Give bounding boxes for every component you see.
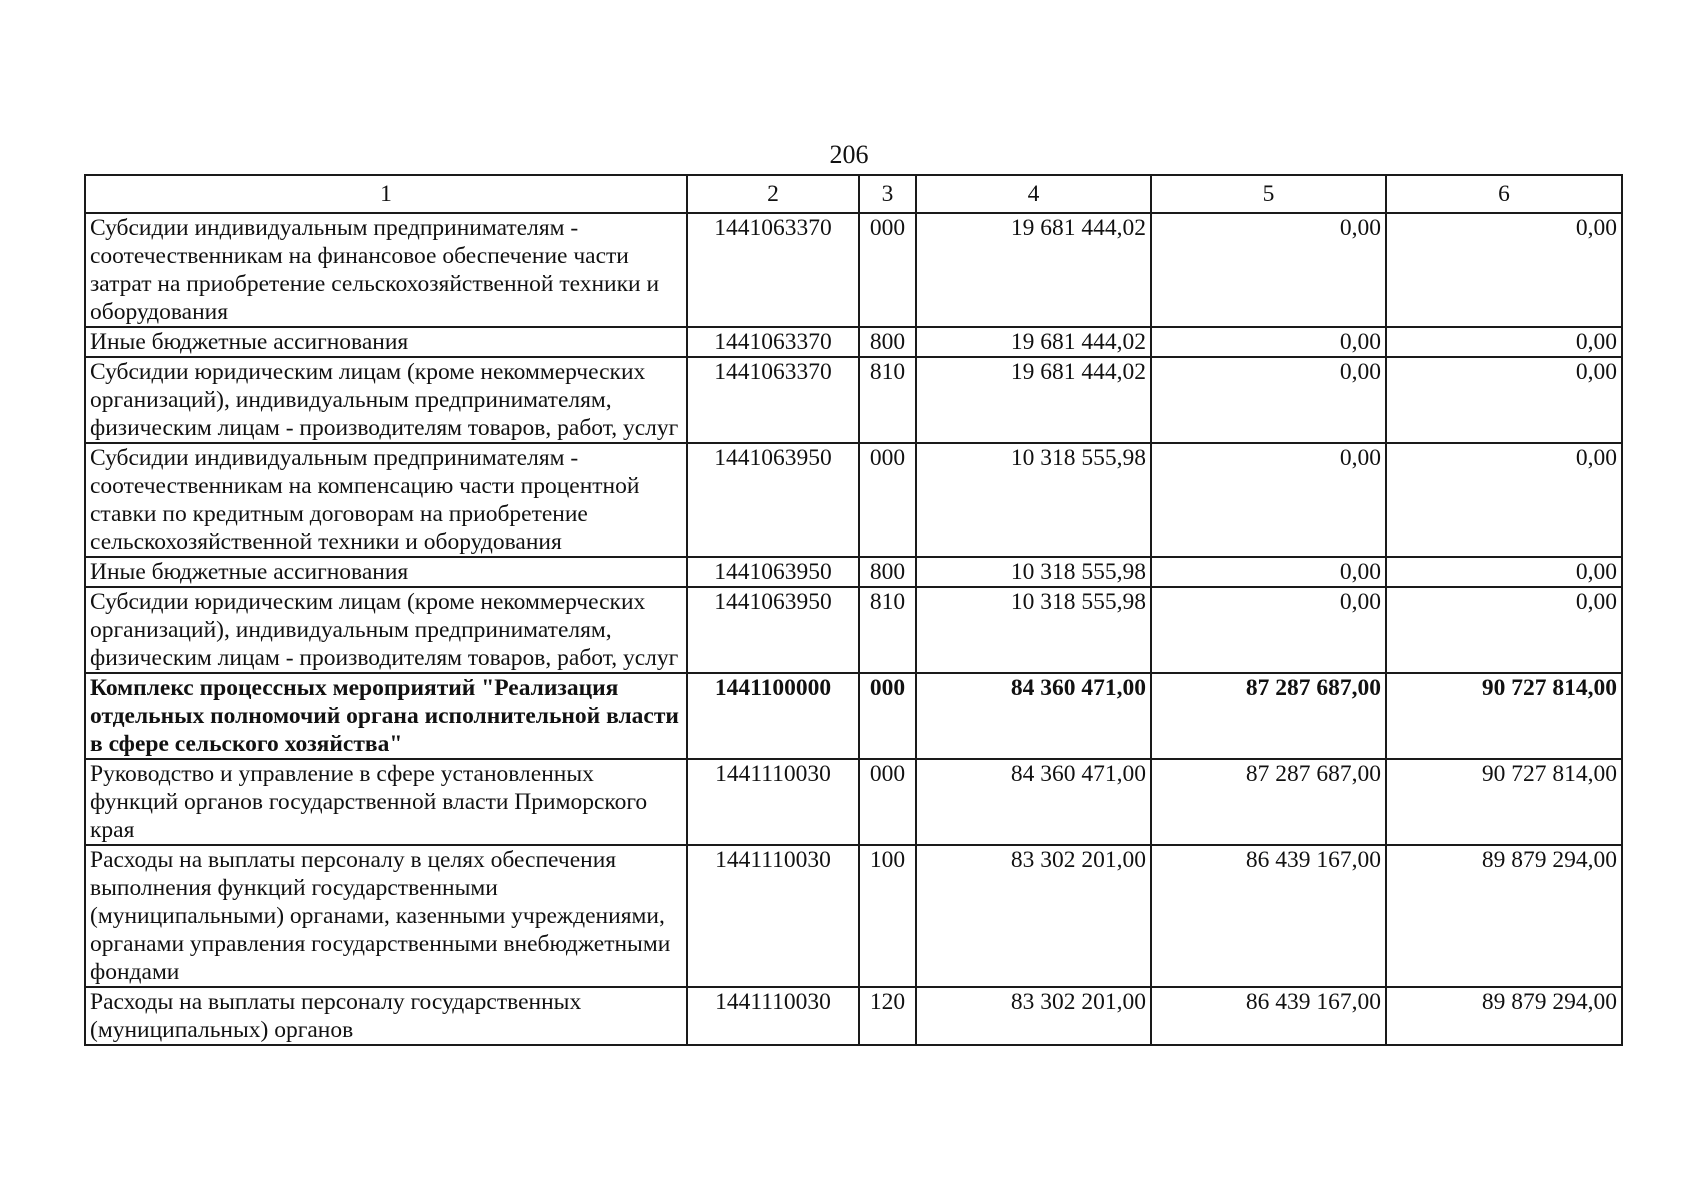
row-amount-col4: 19 681 444,02	[916, 213, 1151, 327]
row-code: 1441110030	[687, 759, 859, 845]
table-row	[85, 845, 1622, 987]
row-kvr: 000	[859, 673, 916, 759]
header-col-3: 3	[859, 175, 916, 213]
row-amount-col5: 86 439 167,00	[1151, 987, 1386, 1045]
row-amount-col6: 0,00	[1386, 443, 1622, 557]
row-kvr: 000	[859, 759, 916, 845]
row-kvr: 100	[859, 845, 916, 987]
table-row	[85, 557, 1622, 587]
row-code: 1441063370	[687, 327, 859, 357]
header-col-4: 4	[916, 175, 1151, 213]
header-col-5: 5	[1151, 175, 1386, 213]
row-amount-col6: 0,00	[1386, 587, 1622, 673]
row-amount-col6: 0,00	[1386, 357, 1622, 443]
row-amount-col5: 86 439 167,00	[1151, 845, 1386, 987]
table-row	[85, 443, 1622, 557]
table-row	[85, 759, 1622, 845]
row-amount-col4: 84 360 471,00	[916, 673, 1151, 759]
row-amount-col6: 0,00	[1386, 557, 1622, 587]
row-amount-col4: 10 318 555,98	[916, 443, 1151, 557]
row-kvr: 000	[859, 213, 916, 327]
row-name: Комплекс процессных мероприятий "Реализация отдельных полномочий органа исполнительной власти в сфере сельского хозяйства"	[85, 673, 687, 759]
row-amount-col6: 0,00	[1386, 213, 1622, 327]
row-name: Субсидии индивидуальным предпринимателям - соотечественникам на компенсацию части процентной ставки по кредитным договорам на приобретение сельскохозяйственной техники и оборудования	[85, 443, 687, 557]
row-code: 1441110030	[687, 987, 859, 1045]
row-name: Иные бюджетные ассигнования	[85, 327, 687, 357]
row-code: 1441110030	[687, 845, 859, 987]
header-col-6: 6	[1386, 175, 1622, 213]
table-row	[85, 213, 1622, 327]
row-amount-col4: 83 302 201,00	[916, 845, 1151, 987]
row-amount-col4: 19 681 444,02	[916, 327, 1151, 357]
row-name: Субсидии индивидуальным предпринимателям - соотечественникам на финансовое обеспечение части затрат на приобретение сельскохозяйственной техники и оборудования	[85, 213, 687, 327]
row-code: 1441063950	[687, 587, 859, 673]
row-name: Расходы на выплаты персоналу государственных (муниципальных) органов	[85, 987, 687, 1045]
row-amount-col5: 0,00	[1151, 327, 1386, 357]
row-kvr: 120	[859, 987, 916, 1045]
header-col-2: 2	[687, 175, 859, 213]
row-kvr: 810	[859, 587, 916, 673]
row-code: 1441100000	[687, 673, 859, 759]
row-amount-col6: 89 879 294,00	[1386, 845, 1622, 987]
table-row	[85, 357, 1622, 443]
row-amount-col5: 0,00	[1151, 557, 1386, 587]
row-amount-col6: 0,00	[1386, 327, 1622, 357]
row-amount-col4: 84 360 471,00	[916, 759, 1151, 845]
row-name: Субсидии юридическим лицам (кроме некоммерческих организаций), индивидуальным предпринимателям, физическим лицам - производителям товаров, работ, услуг	[85, 357, 687, 443]
table-row	[85, 587, 1622, 673]
budget-table	[84, 174, 1623, 1046]
row-code: 1441063370	[687, 213, 859, 327]
row-amount-col5: 87 287 687,00	[1151, 759, 1386, 845]
row-kvr: 800	[859, 557, 916, 587]
row-amount-col4: 10 318 555,98	[916, 587, 1151, 673]
row-name: Иные бюджетные ассигнования	[85, 557, 687, 587]
row-amount-col4: 83 302 201,00	[916, 987, 1151, 1045]
row-kvr: 000	[859, 443, 916, 557]
table-row	[85, 673, 1622, 759]
row-amount-col5: 0,00	[1151, 213, 1386, 327]
page-number: 206	[829, 140, 869, 169]
row-amount-col6: 90 727 814,00	[1386, 759, 1622, 845]
row-amount-col5: 0,00	[1151, 587, 1386, 673]
row-kvr: 800	[859, 327, 916, 357]
row-amount-col4: 10 318 555,98	[916, 557, 1151, 587]
header-col-1: 1	[85, 175, 687, 213]
row-code: 1441063950	[687, 443, 859, 557]
row-amount-col6: 89 879 294,00	[1386, 987, 1622, 1045]
row-kvr: 810	[859, 357, 916, 443]
row-code: 1441063370	[687, 357, 859, 443]
table-header-row	[85, 175, 1622, 213]
table-row	[85, 327, 1622, 357]
row-amount-col5: 0,00	[1151, 443, 1386, 557]
row-name: Субсидии юридическим лицам (кроме некоммерческих организаций), индивидуальным предпринимателям, физическим лицам - производителям товаров, работ, услуг	[85, 587, 687, 673]
row-name: Руководство и управление в сфере установленных функций органов государственной власти Приморского края	[85, 759, 687, 845]
row-amount-col5: 0,00	[1151, 357, 1386, 443]
row-amount-col6: 90 727 814,00	[1386, 673, 1622, 759]
row-amount-col4: 19 681 444,02	[916, 357, 1151, 443]
row-name: Расходы на выплаты персоналу в целях обеспечения выполнения функций государственными (муниципальными) органами, казенными учреждениями, органами управления государственными внебюджетными фондами	[85, 845, 687, 987]
row-amount-col5: 87 287 687,00	[1151, 673, 1386, 759]
table-row	[85, 987, 1622, 1045]
row-code: 1441063950	[687, 557, 859, 587]
table-body	[85, 213, 1622, 1045]
